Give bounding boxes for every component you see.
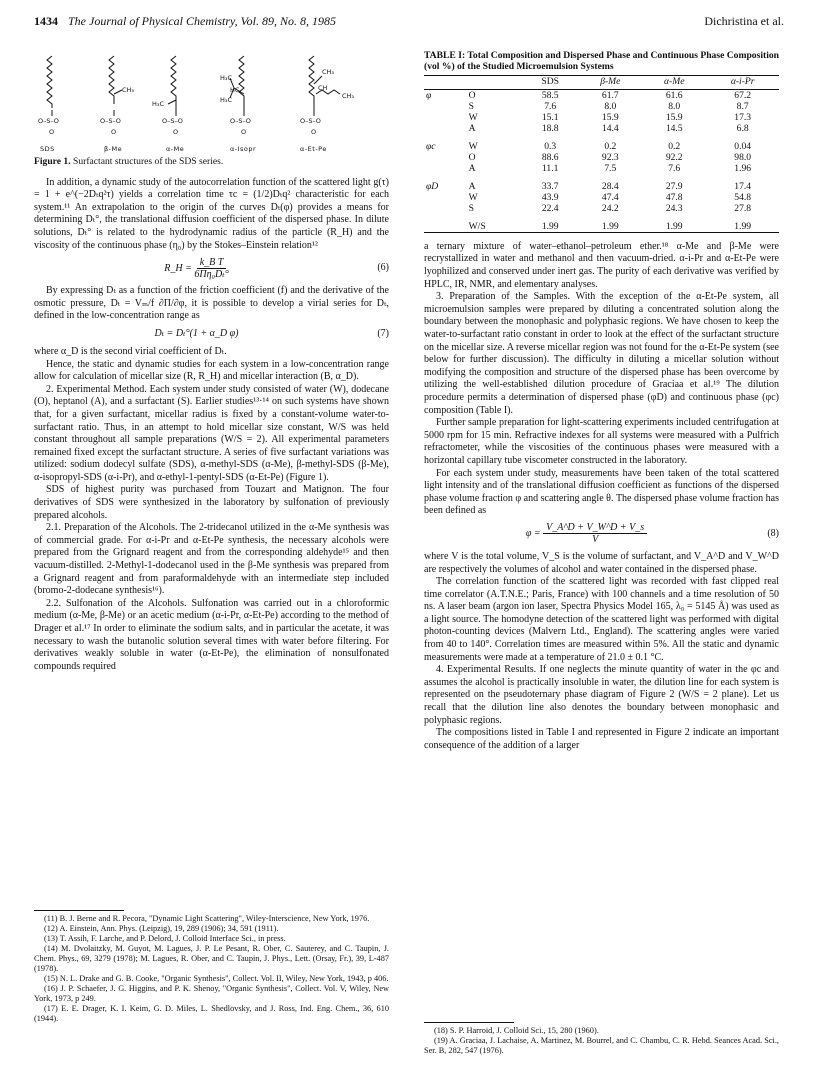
table-row: W 43.9 47.4 47.8 54.8 bbox=[468, 191, 752, 203]
surfactant-structures-drawing bbox=[34, 50, 389, 142]
atom-label: H₃C bbox=[220, 96, 233, 104]
paragraph: By expressing Dₜ as a function of the friction coefficient (f) and the derivative of the osmotic pressure, Dₜ = Vₘ/f ∂Π/∂φ, it is possible to develop a virial series for Dₜ, defined in the low-concentration range as bbox=[34, 285, 389, 322]
paragraph: 3. Preparation of the Samples. With the exception of the α-Et-Pe system, all microemulsion samples were prepared by diluting a concentrated solution along the boundary between the monophasic and polyphasic regions. We have chosen to keep the water-to-surfactant ratio constant in order to look at the effect of the surfactant structure on the micellar size. A reverse micellar region was not found for the α-Et-Pe system (see below for further discussion). The difficulty in diluting a micellar solution without modifying the composition and structure of the dispersed phase has been overcome by utilizing the well-established dilution procedure of Graciaa et al.¹⁹ The dilution procedure permits a determination of dispersed phase (φD) and continuous phase (φc) composition (Table I). bbox=[424, 291, 779, 416]
table-row: W 15.1 15.9 15.9 17.3 bbox=[468, 112, 752, 124]
running-authors: Dichristina et al. bbox=[704, 14, 784, 28]
paragraph: 2.1. Preparation of the Alcohols. The 2-tridecanol utilized in the α-Me synthesis was of commercial grade. For α-i-Pr and α-Et-Pe synthesis, the necessary alcohols were prepared from the Grignard reagent and from the corresponding aldehyde¹⁵ and then vacuum-distilled. 2-Methyl-1-dodecanol used in the β-Me synthesis was prepared from a Grignard reagent and from paraformaldehyde with an intermediate step included (bromo-2-dodecane synthesis¹⁶). bbox=[34, 522, 389, 597]
paragraph: Further sample preparation for light-scattering experiments included centrifugation at 5000 rpm for 15 min. Refractive indexes for all systems were measured with a Pulfrich refractometer, while the viscosities of the continuous phases were measured with a horizontal capillary tube viscometer constructed in the laboratory. bbox=[424, 417, 779, 466]
paragraph: For each system under study, measurements have been taken of the total scattered light intensity and of the translational diffusion coefficient as functions of the dispersed phase volume fraction φ and scattering angle θ. The dispersed phase volume fraction has been defined as bbox=[424, 467, 779, 517]
table-row: φc W 0.3 0.2 0.2 0.04 bbox=[426, 140, 752, 152]
equation-6: R_H = $\frac{\text{k\_B T}}{\text{6Πη₀Dₜ°}}$ (6) bbox=[164, 256, 389, 280]
reference: (16) J. P. Schaefer, J. G. Higgins, and P. K. Shenoy, "Organic Synthesis", Collect. Vol. V, Wiley, New York, 1973, p 249. bbox=[34, 984, 389, 1003]
paragraph: In addition, a dynamic study of the autocorrelation function of the scattered light g(τ) = 1 + e^(−2Dₜq²τ) yields a correlation time τc = (1/2)Dₜq² characteristic for each system.¹¹ An extrapolation to the origin of the curves Dₜ(φ) provides a means for determining Dₜ°, the translational diffusion coefficient of the dispersed phase. In dilute solutions, Dₜ° is related to the hydrodynamic radius of the particle (R_H) and the viscosity of the continuous phase (η₀) by the Stokes–Einstein relation¹² bbox=[34, 176, 389, 251]
running-header bbox=[34, 14, 784, 32]
table-row: φD A 33.7 28.4 27.9 17.4 bbox=[426, 180, 752, 192]
table-row: φ O 58.5 61.7 61.6 67.2 bbox=[426, 89, 752, 101]
reference: (18) S. P. Harroid, J. Colloid Sci., 15, 280 (1960). bbox=[434, 1026, 599, 1035]
sulfate-oxygen: O bbox=[173, 128, 179, 136]
table-row: S 22.4 24.2 24.3 27.8 bbox=[468, 203, 752, 215]
table-row: O 88.6 92.3 92.2 98.0 bbox=[468, 152, 752, 164]
sulfate-oxygen: O bbox=[111, 128, 117, 136]
table-row: A 11.1 7.5 7.6 1.96 bbox=[468, 163, 752, 175]
sulfate-group: O–S–O bbox=[38, 117, 59, 125]
structure-label: α-Isopr bbox=[230, 145, 257, 153]
equation-8: φ = $\frac{V\_A\^{}D + V\_W\^{}D + V\_s}{V}$ (8) bbox=[525, 522, 779, 546]
atom-label: CH₃ bbox=[122, 86, 135, 94]
reference: (14) M. Dvolaitzky, M. Guyot, M. Lagues, J. P. Le Pesant, R. Ober, C. Sauterey, and C. Taupin, J. Chem. Phys., 69, 3279 (1978); M. Lagues, R. Ober, and C. Taupin, J. Phys., Lett. (Orsay, Fr.), 39, L-487 (1978). bbox=[34, 944, 389, 973]
paragraph: a ternary mixture of water–ethanol–petroleum ether.¹⁸ α-Me and β-Me were recrystallized in water and methanol and then vacuum-dried. α-i-Pr and α-Et-Pe were lyophilized and conserved under inert gas. The purity of each derivative was verified by HPLC, IR, NMR, and elementary analyses. bbox=[424, 240, 779, 290]
structure-label: α-Et-Pe bbox=[300, 145, 327, 153]
table-row: A 18.8 14.4 14.5 6.8 bbox=[468, 123, 749, 135]
table-1 bbox=[424, 75, 779, 233]
paragraph: The compositions listed in Table I and represented in Figure 2 indicate an important consequence of the addition of a larger bbox=[424, 727, 779, 751]
table-1-caption: TABLE I: Total Composition and Dispersed Phase and Continuous Phase Composition (vol %) of the Studied Microemulsion Systems bbox=[424, 50, 779, 72]
structure-label: SDS bbox=[40, 145, 55, 153]
left-column bbox=[34, 50, 389, 673]
structure-label: β-Me bbox=[104, 145, 123, 153]
atom-label: CH₃ bbox=[342, 92, 355, 100]
reference: (11) B. J. Berne and R. Pecora, "Dynamic Light Scattering", Wiley-Interscience, New York, 1976. bbox=[44, 914, 370, 923]
right-column bbox=[424, 50, 779, 752]
table-row: W/S 1.99 1.99 1.99 1.99 bbox=[424, 215, 779, 233]
sulfate-group: O–S–O bbox=[100, 117, 121, 125]
paragraph: where V is the total volume, V_S is the volume of surfactant, and V_A^D and V_W^D are respectively the volumes of alcohol and water contained in the dispersed phase. bbox=[424, 550, 779, 575]
atom-label: H₃C bbox=[152, 100, 165, 108]
sulfate-oxygen: O bbox=[49, 128, 55, 136]
right-references bbox=[424, 1022, 779, 1056]
journal-citation: The Journal of Physical Chemistry, Vol. 89, No. 8, 1985 bbox=[68, 14, 336, 28]
atom-label: CH bbox=[318, 84, 328, 92]
reference: (15) N. L. Drake and G. B. Cooke, "Organic Synthesis", Collect. Vol. II, Wiley, New York, 1943, p 406. bbox=[44, 974, 389, 983]
table-row: S 7.6 8.0 8.0 8.7 bbox=[468, 100, 749, 112]
paragraph: Hence, the static and dynamic studies for each system in a low-concentration range allow for calculation of micellar size (R, R_H) and micellar interaction (B, α_D). bbox=[34, 358, 389, 383]
atom-label: H₃C bbox=[220, 74, 233, 82]
page-number: 1434 bbox=[34, 14, 58, 28]
atom-label: CH₃ bbox=[322, 68, 335, 76]
reference: (12) A. Einstein, Ann. Phys. (Leipzig), 19, 289 (1906); 34, 591 (1911). bbox=[44, 924, 279, 933]
equation-7: Dₜ = Dₜ°(1 + α_D φ) (7) bbox=[154, 327, 389, 339]
paragraph: The correlation function of the scattered light was recorded with fast clipped real time correlator (A.T.N.E.; Paris, France) with 100 channels and a time resolution of 50 ns. A laser beam (argon ion laser, Spectra Physics Model 165, λ₀ = 5145 Å) was used as a light source. The homodyne detection of the scattered light was performed with digital photon-counting devices (Malvern Ltd., England). The scattering angles were varied from 40 to 140°. Correlation times are measured within 5%. All the static and dynamic measurements were made at a temperature of 21.0 ± 0.1 °C. bbox=[424, 576, 779, 663]
sulfate-oxygen: O bbox=[311, 128, 317, 136]
reference: (19) A. Graciaa, J. Lachaise, A. Martinez, M. Bourrel, and C. Chambu, C. R. Hebd. Seances Acad. Sci., Ser. B, 282, 547 (1976). bbox=[424, 1036, 779, 1055]
figure-1 bbox=[34, 50, 389, 154]
paragraph: where α_D is the second virial coefficient of Dₜ. bbox=[34, 345, 227, 357]
table-header-row: SDS β-Me α-Me α-i-Pr bbox=[424, 76, 779, 90]
paragraph: SDS of highest purity was purchased from Touzart and Matignon. The four derivatives of SDS were synthesized in the laboratory by sulfonation of previously prepared alcohols. bbox=[34, 484, 389, 521]
atom-label: HC bbox=[230, 86, 240, 94]
sulfate-group: O–S–O bbox=[162, 117, 183, 125]
left-references bbox=[34, 910, 389, 1024]
paragraph: 4. Experimental Results. If one neglects the minute quantity of water in the φc and assumes the alcohol is practically insoluble in water, the dilution line for each system is represented on the pseudoternary phase diagram of Figure 2 (W/S = 2 plane). Let us recall that the dilution line also denotes the boundary between monophasic and polyphasic regions. bbox=[424, 664, 779, 726]
structure-label: α-Me bbox=[166, 145, 185, 153]
reference: (13) T. Assih, F. Larche, and P. Delord, J. Colloid Interface Sci., in press. bbox=[44, 934, 286, 943]
sulfate-group: O–S–O bbox=[300, 117, 321, 125]
paragraph: 2.2. Sulfonation of the Alcohols. Sulfonation was carried out in a chloroformic medium (α-Me, β-Me) or an acetic medium (α-i-Pr, α-Et-Pe) according to the method of Drager et al.¹⁷ In order to eliminate the sodium salts, and in particular the acetate, it was necessary to wash the butanolic solution several times with water before filtering. For derivatives weakly soluble in water (α-Et-Pe), the elimination of nonsulfonated compounds required bbox=[34, 597, 389, 672]
sulfate-group: O–S–O bbox=[230, 117, 251, 125]
paragraph: 2. Experimental Method. Each system under study consisted of water (W), dodecane (O), heptanol (A), and a surfactant (S). Earlier studies¹³·¹⁴ on such systems have shown that, for a given surfactant, micellar radius is fixed by a constant-volume water-to-surfactant ratio. Thus, in an attempt to hold micellar size constant, W/S was held constant throughout all sample preparations (W/S = 2). All experimental parameters remained fixed except the surfactant structure. A series of five surfactant variations was utilized: sodium dodecyl sulfate (SDS), α-methyl-SDS (α-Me), β-methyl-SDS (β-Me), α-isopropyl-SDS (α-i-Pr), and α-ethyl-1-pentyl-SDS (α-Et-Pe) (Figure 1). bbox=[34, 383, 389, 483]
reference: (17) E. E. Drager, K. I. Keim, G. D. Miles, L. Shedlovsky, and J. Ross, Ind. Eng. Chem., 36, 610 (1944). bbox=[34, 1004, 389, 1023]
figure-1-caption: Figure 1. Surfactant structures of the SDS series. bbox=[34, 156, 224, 167]
sulfate-oxygen: O bbox=[241, 128, 247, 136]
